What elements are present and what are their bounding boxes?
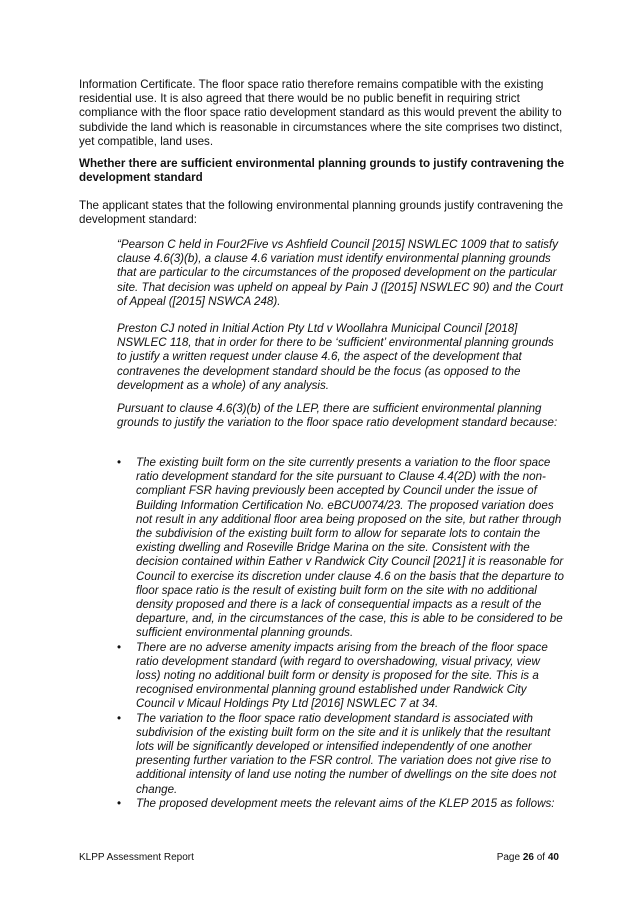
bullet-text: The proposed development meets the relevant aims of the KLEP 2015 as follows: xyxy=(136,796,555,810)
list-item xyxy=(117,712,564,797)
list-item xyxy=(117,641,564,712)
list-item xyxy=(117,797,564,811)
footer-report-name: KLPP Assessment Report xyxy=(79,852,194,863)
list-item xyxy=(117,456,564,641)
paragraph-public-benefit: Information Certificate. The floor space ratio therefore remains compatible with the existing residential use. It is also agreed that there would be no public benefit in requiring strict compliance with the floor space ratio development standard as this would prevent the ability to subdivide the land which is reasonable in circumstances where the site comprises two distinct, yet compatible, land uses. xyxy=(79,78,563,148)
bullet-text: There are no adverse amenity impacts arising from the breach of the floor space ratio development standard (with regard to overshadowing, visual privacy, view loss) noting no additional built form or density is proposed for the site. This is a recognised environmental planning ground established under Randwick City Council v Micaul Holdings Pty Ltd [2016] NSWLEC 7 at 34. xyxy=(136,640,548,711)
page-of: of xyxy=(533,852,548,863)
bullet-marker: • xyxy=(117,456,122,469)
footer-page-number xyxy=(497,852,559,864)
bullet-marker: • xyxy=(117,796,122,810)
section-heading: Whether there are sufficient environmental planning grounds to justify contravening the development standard xyxy=(79,157,565,185)
bullet-marker: • xyxy=(117,711,122,725)
page-current: 26 xyxy=(522,852,534,863)
page-label: Page xyxy=(496,852,523,863)
quote-pearson: “Pearson C held in Four2Five vs Ashfield Council [2015] NSWLEC 1009 that to satisfy clause 4.6(3)(b), a clause 4.6 variation must identify environmental planning grounds that are particular to the circumstances of the proposed development on the particular site. That decision was upheld on appeal by Pain J ([2015] NSWLEC 90) and the Court of Appeal ([2015] NSWCA 248). xyxy=(117,238,563,308)
bullet-marker: • xyxy=(117,640,122,654)
quote-preston: Preston CJ noted in Initial Action Pty Ltd v Woollahra Municipal Council [2018] NSWLEC 118, that in order for there to be ‘sufficient’ environmental planning grounds to justify a written request under clause 4.6, the aspect of the development that contravenes the development standard should be the focus (as opposed to the development as a whole) of any analysis. xyxy=(117,322,554,392)
page-total: 40 xyxy=(547,852,559,863)
grounds-bullet-list xyxy=(117,456,564,811)
paragraph-applicant-states: The applicant states that the following environmental planning grounds justify contravening the development standard: xyxy=(79,199,564,227)
bullet-text: The variation to the floor space ratio development standard is associated with subdivision of the existing built form on the site and it is unlikely that the resultant lots will be significantly developed or intensified independently of one another presenting further variation to the FSR control. The variation does not give rise to additional intensity of land use noting the number of dwellings on the site does not change. xyxy=(136,711,557,796)
bullet-text: The existing built form on the site currently presents a variation to the floor space ratio development standard for the site pursuant to Clause 4.4(2D) with the non-compliant FSR having previously been accepted by Council under the issue of Building Information Certification No. eBCU0074/23. The proposed variation does not result in any additional floor area being proposed on the site, but rather through the subdivision of the existing built form to allow for separate lots to contain the existing dwelling and Roseville Bridge Marina on the site. Consistent with the decision contained within Eather v Randwick City Council [2021] it is reasonable for Council to exercise its discretion under clause 4.6 on the basis that the departure to floor space ratio is the result of existing built form on the site with no additional density proposed and there is a lack of consequential impacts as a result of the departure, and, in the circumstances of the case, this is able to be considered to be sufficient environmental planning grounds. xyxy=(136,456,564,640)
quote-pursuant: Pursuant to clause 4.6(3)(b) of the LEP, there are sufficient environmental planning grounds to justify the variation to the floor space ratio development standard because: xyxy=(117,402,558,430)
